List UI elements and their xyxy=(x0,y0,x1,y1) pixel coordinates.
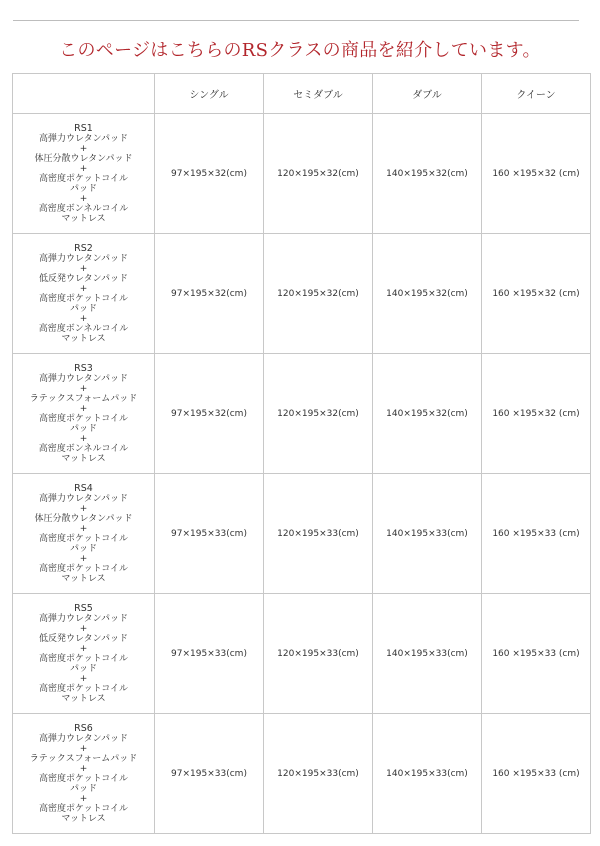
size-semi-double-cell: 120×195×33(cm) xyxy=(264,714,373,834)
composition-line: 高弾力ウレタンパッド xyxy=(38,733,128,744)
page-title: このページはこちらのRSクラスの商品を紹介しています。 xyxy=(59,40,541,61)
size-queen-cell: 160 ×195×33 (cm) xyxy=(482,474,591,594)
plus-separator: + xyxy=(79,403,88,414)
composition-line: 低反発ウレタンパッド xyxy=(38,273,128,284)
plus-separator: + xyxy=(79,763,88,774)
plus-separator: + xyxy=(79,623,88,634)
size-double-cell: 140×195×33(cm) xyxy=(373,714,482,834)
size-queen-cell: 160 ×195×32 (cm) xyxy=(482,354,591,474)
header-queen: クイーン xyxy=(482,74,591,114)
composition-line: マットレス xyxy=(61,333,106,344)
model-code: RS3 xyxy=(74,362,93,374)
composition-line: ラテックスフォームパッド xyxy=(29,753,138,764)
model-code: RS1 xyxy=(74,122,93,134)
size-semi-double-cell: 120×195×33(cm) xyxy=(264,474,373,594)
model-code: RS4 xyxy=(74,482,93,494)
composition-line: 高弾力ウレタンパッド xyxy=(38,493,128,504)
header-double: ダブル xyxy=(373,74,482,114)
size-single-cell: 97×195×32(cm) xyxy=(155,114,264,234)
table-row xyxy=(13,234,591,354)
composition-line: 高密度ボンネルコイル xyxy=(38,443,129,454)
composition-line: 高密度ボンネルコイル xyxy=(38,323,129,334)
size-double-cell: 140×195×33(cm) xyxy=(373,594,482,714)
model-composition-cell xyxy=(13,594,155,714)
model-composition-cell xyxy=(13,234,155,354)
plus-separator: + xyxy=(79,503,88,514)
composition-line: 高密度ポケットコイル xyxy=(39,533,128,544)
composition-line: マットレス xyxy=(61,453,106,464)
plus-separator: + xyxy=(79,163,88,174)
plus-separator: + xyxy=(79,143,88,154)
size-semi-double-cell: 120×195×32(cm) xyxy=(264,354,373,474)
size-semi-double-cell: 120×195×32(cm) xyxy=(264,114,373,234)
composition-line: ラテックスフォームパッド xyxy=(29,393,138,404)
size-semi-double-cell: 120×195×32(cm) xyxy=(264,234,373,354)
composition-line: 高密度ポケットコイル xyxy=(39,803,128,814)
composition-line: マットレス xyxy=(61,573,106,584)
size-double-cell: 140×195×32(cm) xyxy=(373,114,482,234)
plus-separator: + xyxy=(79,193,88,204)
size-single-cell: 97×195×32(cm) xyxy=(155,354,264,474)
table-row xyxy=(13,354,591,474)
plus-separator: + xyxy=(79,523,88,534)
table-body xyxy=(13,114,591,834)
plus-separator: + xyxy=(79,793,88,804)
plus-separator: + xyxy=(79,383,88,394)
plus-separator: + xyxy=(79,433,88,444)
plus-separator: + xyxy=(79,673,88,684)
composition-line: パッド xyxy=(69,543,97,554)
model-code: RS5 xyxy=(74,602,93,614)
composition-line: 高密度ポケットコイル xyxy=(39,413,128,424)
composition-line: 高密度ポケットコイル xyxy=(39,683,128,694)
size-double-cell: 140×195×33(cm) xyxy=(373,474,482,594)
size-queen-cell: 160 ×195×33 (cm) xyxy=(482,714,591,834)
table-row xyxy=(13,114,591,234)
size-single-cell: 97×195×32(cm) xyxy=(155,234,264,354)
model-composition-cell xyxy=(13,354,155,474)
model-code: RS6 xyxy=(74,722,93,734)
size-semi-double-cell: 120×195×33(cm) xyxy=(264,594,373,714)
plus-separator: + xyxy=(79,263,88,274)
composition-line: 体圧分散ウレタンパッド xyxy=(34,513,133,524)
header-semi-double: セミダブル xyxy=(264,74,373,114)
composition-line: パッド xyxy=(69,423,97,434)
model-composition-cell xyxy=(13,114,155,234)
plus-separator: + xyxy=(79,553,88,564)
header-corner-cell xyxy=(13,74,155,114)
header-single: シングル xyxy=(155,74,264,114)
size-queen-cell: 160 ×195×33 (cm) xyxy=(482,594,591,714)
composition-line: 高弾力ウレタンパッド xyxy=(38,373,128,384)
model-composition-cell xyxy=(13,714,155,834)
composition-line: 低反発ウレタンパッド xyxy=(38,633,128,644)
composition-line: パッド xyxy=(69,783,97,794)
size-single-cell: 97×195×33(cm) xyxy=(155,714,264,834)
composition-line: パッド xyxy=(69,303,97,314)
composition-line: 高密度ポケットコイル xyxy=(39,653,128,664)
table-row xyxy=(13,594,591,714)
composition-line: マットレス xyxy=(61,213,106,224)
size-single-cell: 97×195×33(cm) xyxy=(155,594,264,714)
model-code: RS2 xyxy=(74,242,93,254)
composition-line: マットレス xyxy=(61,693,106,704)
composition-line: 高密度ポケットコイル xyxy=(39,173,128,184)
table-row xyxy=(13,474,591,594)
plus-separator: + xyxy=(79,313,88,324)
model-composition-cell xyxy=(13,474,155,594)
table-row xyxy=(13,714,591,834)
size-double-cell: 140×195×32(cm) xyxy=(373,234,482,354)
plus-separator: + xyxy=(79,643,88,654)
plus-separator: + xyxy=(79,283,88,294)
composition-line: 高密度ポケットコイル xyxy=(39,293,128,304)
composition-line: 高密度ポケットコイル xyxy=(39,773,128,784)
composition-line: 高弾力ウレタンパッド xyxy=(38,253,128,264)
top-divider xyxy=(13,20,579,21)
composition-line: 高密度ボンネルコイル xyxy=(38,203,129,214)
composition-line: パッド xyxy=(69,663,97,674)
composition-line: パッド xyxy=(69,183,97,194)
size-queen-cell: 160 ×195×32 (cm) xyxy=(482,234,591,354)
size-double-cell: 140×195×32(cm) xyxy=(373,354,482,474)
composition-line: 高弾力ウレタンパッド xyxy=(38,613,128,624)
size-queen-cell: 160 ×195×32 (cm) xyxy=(482,114,591,234)
composition-line: 体圧分散ウレタンパッド xyxy=(34,153,133,164)
composition-line: 高密度ポケットコイル xyxy=(39,563,128,574)
composition-line: マットレス xyxy=(61,813,106,824)
size-single-cell: 97×195×33(cm) xyxy=(155,474,264,594)
composition-line: 高弾力ウレタンパッド xyxy=(38,133,128,144)
table-header-row xyxy=(13,74,591,114)
plus-separator: + xyxy=(79,743,88,754)
size-spec-table xyxy=(12,73,591,834)
